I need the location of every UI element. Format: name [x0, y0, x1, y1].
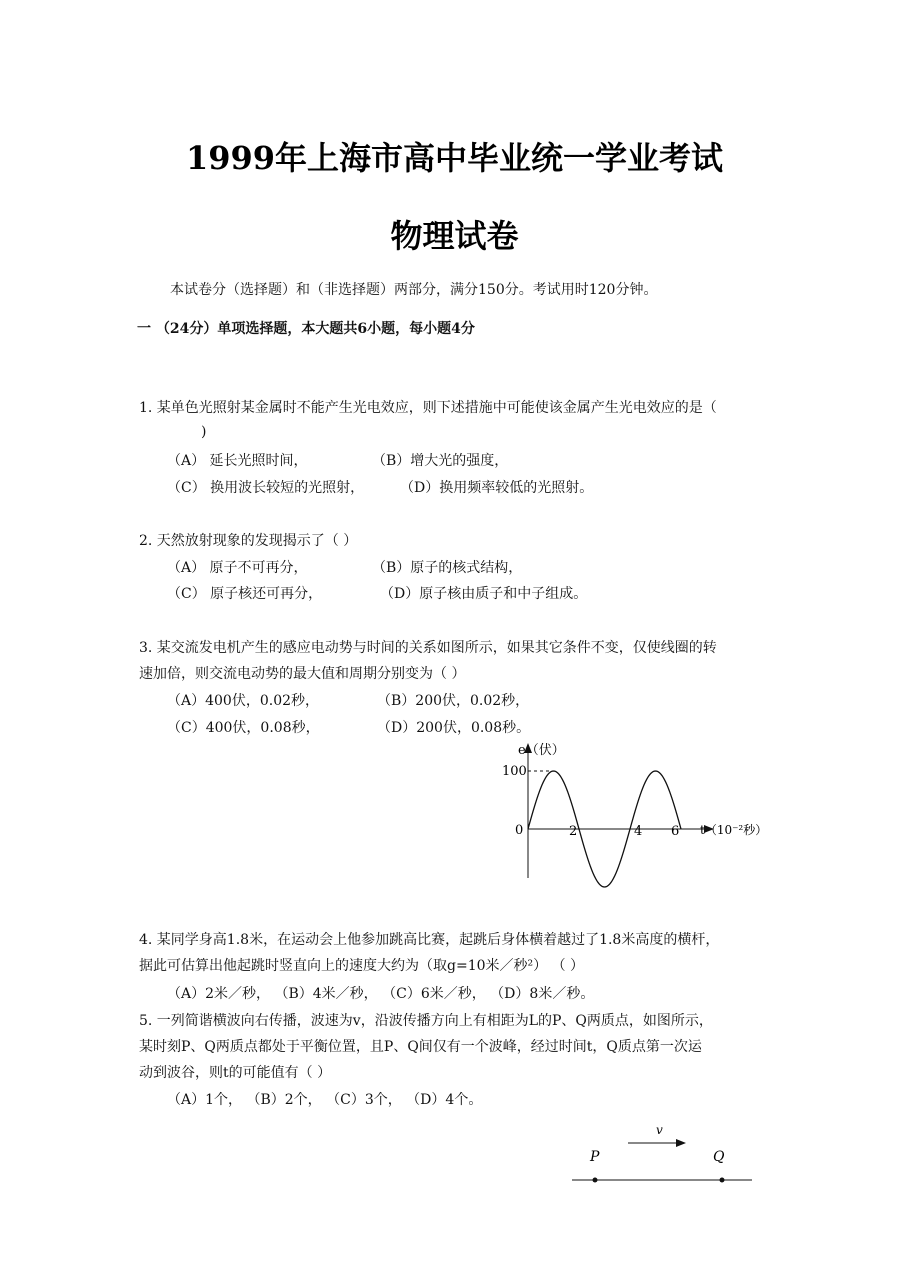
y-tick-100: 100 [502, 764, 527, 779]
option-d: （D）换用频率较低的光照射。 [400, 480, 594, 496]
x-axis-label: t（10⁻²秒） [700, 823, 768, 837]
option-a: （A）400伏，0.02秒， [167, 693, 320, 709]
velocity-label: v [656, 1123, 663, 1137]
option-c: （C） 换用波长较短的光照射， [167, 480, 365, 496]
option-c: （C） 原子核还可再分， [167, 586, 323, 602]
option-d: （D）原子核由质子和中子组成。 [380, 586, 588, 602]
exam-intro: 本试卷分（选择题）和（非选择题）两部分，满分150分。考试用时120分钟。 [170, 282, 658, 298]
question-5-stem: 5. 一列简谐横波向右传播，波速为v，沿波传播方向上有相距为L的P、Q两质点，如图所示， [139, 1013, 713, 1029]
y-axis-label: e（伏） [518, 743, 565, 758]
option-d: （D）200伏，0.08秒。 [377, 720, 531, 736]
question-3-stem-cont: 速加倍，则交流电动势的最大值和周期分别变为（ ） [139, 666, 466, 682]
x-tick-4: 4 [634, 824, 643, 839]
question-2-stem: 2. 天然放射现象的发现揭示了（ ） [139, 533, 358, 549]
emf-time-graph [490, 738, 790, 888]
point-p-dot [593, 1178, 598, 1183]
question-4-stem-cont: 据此可估算出他起跳时竖直向上的速度大约为（取g=10米／秒²） （ ） [139, 958, 585, 974]
section-heading: 一 （24分）单项选择题，本大题共6小题，每小题4分 [137, 321, 475, 337]
x-tick-6: 6 [671, 824, 680, 839]
point-q-label: Q [713, 1149, 725, 1165]
question-5-stem-cont2: 动到波谷，则t的可能值有（ ） [139, 1065, 332, 1081]
question-1-stem: 1. 某单色光照射某金属时不能产生光电效应，则下述措施中可能使该金属产生光电效应的是（ [139, 400, 717, 416]
origin-label: 0 [515, 823, 524, 838]
question-5-options: （A）1个， （B）2个， （C）3个， （D）4个。 [167, 1092, 483, 1108]
x-tick-2: 2 [569, 824, 578, 839]
exam-subtitle: 物理试卷 [390, 217, 519, 255]
question-4-options: （A）2米／秒， （B）4米／秒， （C）6米／秒， （D）8米／秒。 [167, 986, 595, 1002]
exam-title: 1999年上海市高中毕业统一学业考试 [185, 139, 724, 177]
option-a: （A） 原子不可再分， [167, 560, 308, 576]
option-b: （B）原子的核式结构， [372, 560, 523, 576]
question-3-stem: 3. 某交流发电机产生的感应电动势与时间的关系如图所示，如果其它条件不变，仅使线圈的转 [139, 640, 717, 656]
question-5-stem-cont: 某时刻P、Q两质点都处于平衡位置，且P、Q间仅有一个波峰，经过时间t，Q质点第一次运 [139, 1039, 702, 1055]
wave-pq-figure [560, 1118, 760, 1188]
option-c: （C）400伏，0.08秒， [167, 720, 320, 736]
option-a: （A） 延长光照时间， [167, 453, 308, 469]
velocity-arrow-head [676, 1139, 686, 1147]
question-1-paren: ) [201, 424, 207, 440]
point-p-label: P [590, 1149, 600, 1165]
point-q-dot [720, 1178, 725, 1183]
option-b: （B）增大光的强度， [372, 453, 509, 469]
option-b: （B）200伏，0.02秒， [377, 693, 530, 709]
question-4-stem: 4. 某同学身高1.8米，在运动会上他参加跳高比赛，起跳后身体横着越过了1.8米高度的横杆， [139, 932, 720, 948]
